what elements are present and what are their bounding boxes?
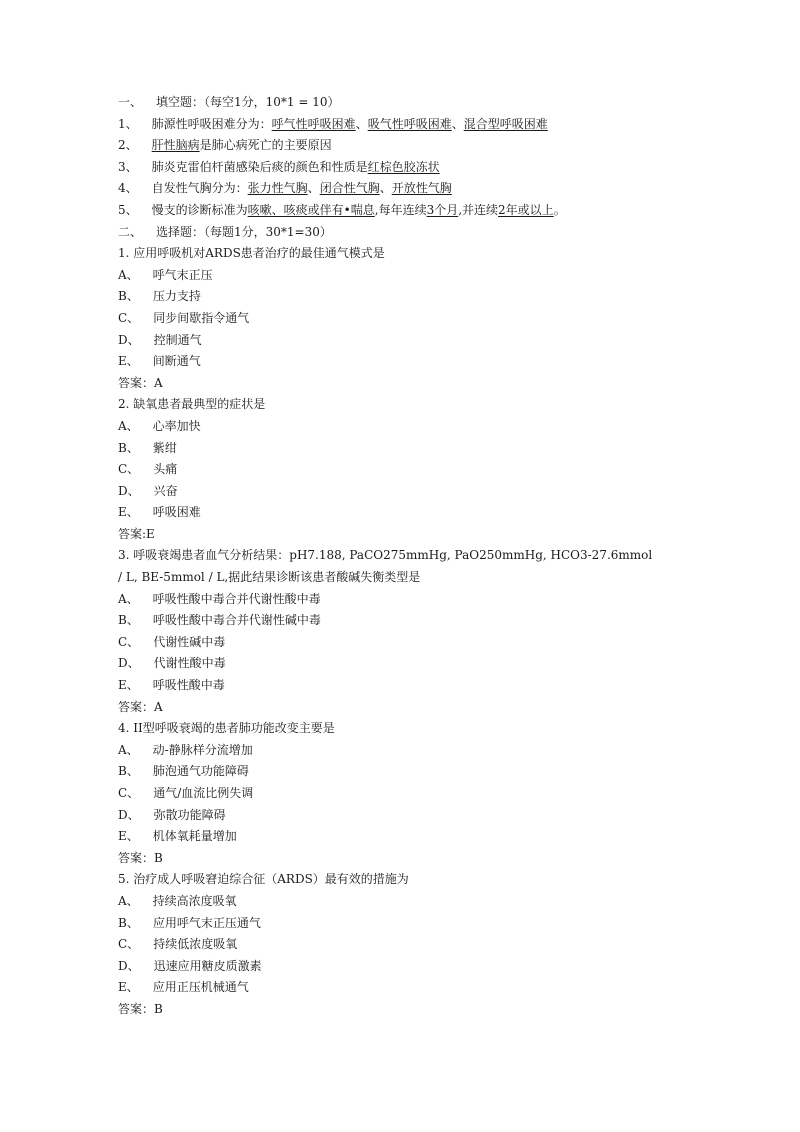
option-label: C、 xyxy=(118,786,140,800)
option-label: E、 xyxy=(118,354,139,369)
option-a xyxy=(118,589,698,611)
option-label: B、 xyxy=(118,915,139,930)
option-e xyxy=(118,502,698,524)
option-c xyxy=(118,632,698,654)
option-d xyxy=(118,330,698,352)
option-text: 动-静脉样分流增加 xyxy=(152,742,253,757)
fill-item-number: 3、 xyxy=(118,159,138,174)
option-label: D、 xyxy=(118,656,140,671)
option-d xyxy=(118,805,698,827)
separator: 、 xyxy=(379,181,392,196)
fill-item-text: 自发性气胸分为： xyxy=(151,181,248,196)
fill-answer: 开放性气胸 xyxy=(391,181,452,196)
separator: 、 xyxy=(355,116,368,131)
option-label: C、 xyxy=(118,937,140,952)
option-text: 呼气末正压 xyxy=(152,267,213,282)
option-label: A、 xyxy=(118,893,139,908)
question-stem: 5. 治疗成人呼吸窘迫综合征（ARDS）最有效的措施为 xyxy=(118,872,409,887)
option-label: C、 xyxy=(118,634,140,649)
document-page xyxy=(118,92,698,1021)
option-label: D、 xyxy=(118,483,140,498)
fill-item-2 xyxy=(118,135,698,157)
option-text: 心率加快 xyxy=(152,418,201,433)
fill-answer: 2年或以上 xyxy=(498,202,554,217)
option-text: 弥散功能障碍 xyxy=(153,807,226,822)
fill-item-3 xyxy=(118,157,698,179)
question-stem: 3. 呼吸衰竭患者血气分析结果：pH7.188, PaCO275mmHg, PaO250mmHg, HCO3-27.6mmol xyxy=(118,548,653,563)
answer: 答案：A xyxy=(118,375,163,390)
fill-item-text: ,并连续 xyxy=(458,202,499,217)
option-c xyxy=(118,308,698,330)
fill-item-number: 4、 xyxy=(118,181,138,196)
option-text: 应用正压机械通气 xyxy=(152,980,249,995)
option-text: 肺泡通气功能障碍 xyxy=(152,764,249,779)
option-text: 头痛 xyxy=(153,462,178,477)
separator: 、 xyxy=(307,181,320,196)
option-text: 持续低浓度吸氧 xyxy=(153,937,238,952)
option-label: E、 xyxy=(118,505,139,520)
option-c xyxy=(118,459,698,481)
option-e xyxy=(118,351,698,373)
option-label: A、 xyxy=(118,418,139,433)
option-text: 同步间歇指令通气 xyxy=(153,310,250,325)
option-label: E、 xyxy=(118,980,139,995)
option-label: B、 xyxy=(118,764,139,779)
question-1 xyxy=(118,243,698,394)
option-d xyxy=(118,956,698,978)
option-text: 压力支持 xyxy=(152,289,201,304)
option-label: B、 xyxy=(118,440,139,455)
option-text: 持续高浓度吸氧 xyxy=(152,893,237,908)
fill-item-number: 1、 xyxy=(118,116,138,131)
question-2 xyxy=(118,394,698,545)
option-b xyxy=(118,610,698,632)
fill-answer: 红棕色胶冻状 xyxy=(367,159,440,174)
option-label: E、 xyxy=(118,678,139,693)
section2-title: 选择题：（每题1分，30*1=30） xyxy=(156,224,332,239)
option-text: 紫绀 xyxy=(152,440,177,455)
option-text: 控制通气 xyxy=(153,332,202,347)
option-text: 呼吸性酸中毒合并代谢性酸中毒 xyxy=(152,591,321,606)
fill-answer: 张力性气胸 xyxy=(247,181,308,196)
question-3 xyxy=(118,545,698,718)
fill-answer: 闭合性气胸 xyxy=(319,181,380,196)
section1-number: 一、 xyxy=(118,95,143,109)
question-stem-continued: / L, BE-5mmol / L,据此结果诊断该患者酸碱失衡类型是 xyxy=(118,570,421,585)
option-text: 代谢性酸中毒 xyxy=(153,656,226,671)
option-d xyxy=(118,653,698,675)
answer: 答案：B xyxy=(118,1001,163,1016)
option-label: B、 xyxy=(118,289,139,304)
option-a xyxy=(118,891,698,913)
option-text: 迅速应用糖皮质激素 xyxy=(153,958,262,973)
answer: 答案:E xyxy=(118,526,155,541)
option-text: 机体氧耗量增加 xyxy=(152,829,237,844)
option-label: A、 xyxy=(118,742,139,757)
fill-item-text: 是肺心病死亡的主要原因 xyxy=(199,138,332,153)
fill-answer: 咳嗽、咳痰或伴有•喘息 xyxy=(247,202,375,217)
option-a xyxy=(118,265,698,287)
fill-item-number: 2、 xyxy=(118,138,138,153)
fill-item-text: 肺炎克雷伯杆菌感染后痰的颜色和性质是 xyxy=(151,159,368,174)
fill-answer: 呼气性呼吸困难 xyxy=(271,116,356,131)
option-label: D、 xyxy=(118,958,140,973)
option-text: 代谢性碱中毒 xyxy=(153,634,226,649)
section2-heading xyxy=(118,222,698,244)
option-label: A、 xyxy=(118,267,139,282)
fill-item-4 xyxy=(118,178,698,200)
option-text: 兴奋 xyxy=(153,483,178,498)
question-5 xyxy=(118,869,698,1020)
option-label: C、 xyxy=(118,310,140,325)
option-c xyxy=(118,783,698,805)
fill-item-text: 肺源性呼吸困难分为： xyxy=(151,116,272,131)
option-label: D、 xyxy=(118,332,140,347)
answer: 答案：A xyxy=(118,699,163,714)
option-a xyxy=(118,416,698,438)
option-text: 间断通气 xyxy=(152,354,201,369)
question-stem: 4. II型呼吸衰竭的患者肺功能改变主要是 xyxy=(118,721,335,736)
option-e xyxy=(118,826,698,848)
option-text: 通气/血流比例失调 xyxy=(153,786,254,800)
fill-item-text: ,每年连续 xyxy=(374,202,427,217)
question-4 xyxy=(118,718,698,869)
question-stem: 1. 应用呼吸机对ARDS患者治疗的最佳通气模式是 xyxy=(118,246,385,261)
section1-title: 填空题：（每空1分，10*1 = 10） xyxy=(156,95,340,109)
option-b xyxy=(118,913,698,935)
option-e xyxy=(118,675,698,697)
option-label: E、 xyxy=(118,829,139,844)
fill-item-number: 5、 xyxy=(118,202,138,217)
option-b xyxy=(118,286,698,308)
option-text: 呼吸性酸中毒合并代谢性碱中毒 xyxy=(152,613,321,628)
option-text: 呼吸困难 xyxy=(152,505,201,520)
option-d xyxy=(118,481,698,503)
fill-answer: 混合型呼吸困难 xyxy=(463,116,548,131)
option-label: A、 xyxy=(118,591,139,606)
fill-answer: 吸气性呼吸困难 xyxy=(367,116,452,131)
fill-answer: 3个月 xyxy=(426,202,459,217)
fill-item-1 xyxy=(118,114,698,136)
fill-item-text: 慢支的诊断标准为 xyxy=(151,202,248,217)
fill-item-5 xyxy=(118,200,698,222)
option-text: 呼吸性酸中毒 xyxy=(152,678,225,693)
option-e xyxy=(118,977,698,999)
answer: 答案：B xyxy=(118,850,163,865)
option-b xyxy=(118,761,698,783)
fill-item-text: 。 xyxy=(553,202,566,217)
option-a xyxy=(118,740,698,762)
option-label: D、 xyxy=(118,807,140,822)
separator: 、 xyxy=(451,116,464,131)
option-b xyxy=(118,438,698,460)
option-label: C、 xyxy=(118,462,140,477)
option-label: B、 xyxy=(118,613,139,628)
question-stem: 2. 缺氧患者最典型的症状是 xyxy=(118,397,266,412)
section1-heading xyxy=(118,92,698,114)
option-c xyxy=(118,934,698,956)
section2-number: 二、 xyxy=(118,224,143,239)
fill-answer: 肝性脑病 xyxy=(151,138,200,153)
option-text: 应用呼气末正压通气 xyxy=(152,915,261,930)
